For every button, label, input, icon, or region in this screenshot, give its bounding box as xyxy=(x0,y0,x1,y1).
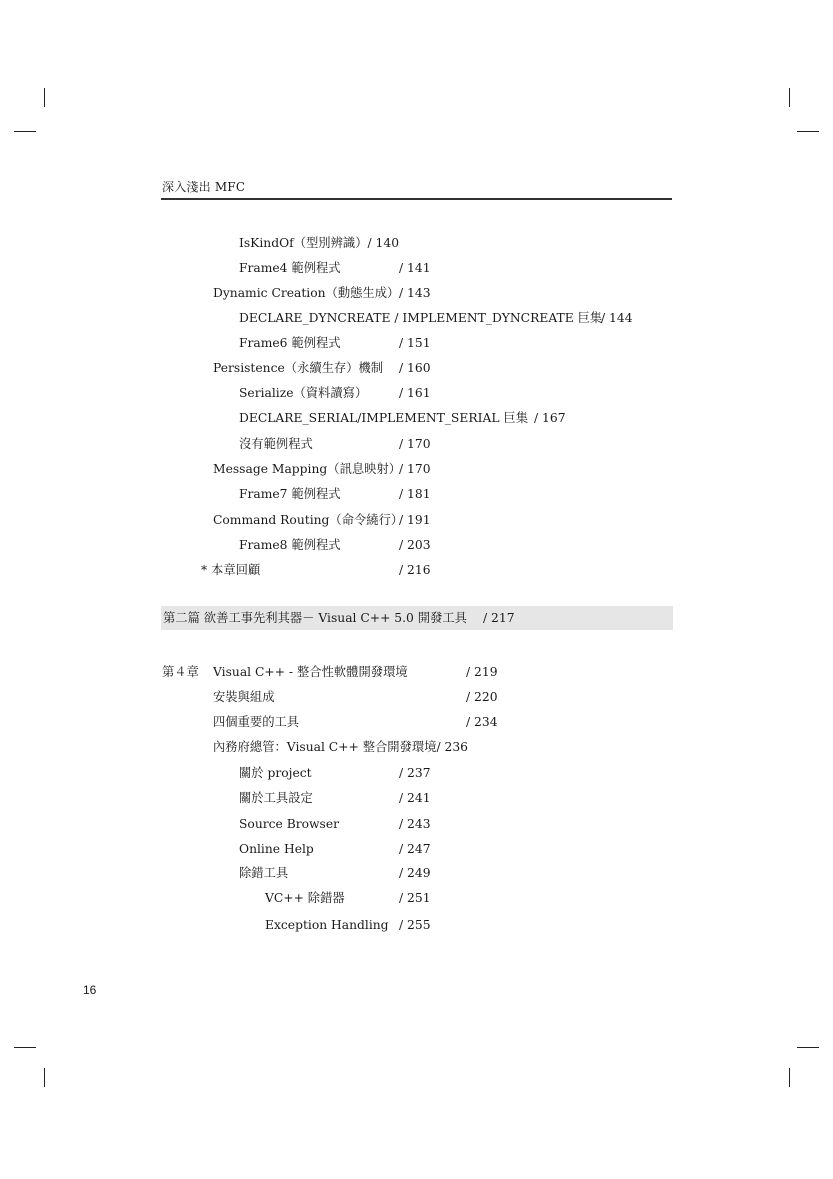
toc-entry-page: / 170 xyxy=(399,462,431,476)
toc-entry-text: Source Browser xyxy=(239,817,340,831)
toc-entry-page: / 161 xyxy=(399,386,431,400)
toc-entry-text: 關於 project xyxy=(239,766,312,780)
toc-entry-page: / 247 xyxy=(399,842,431,856)
toc-entry-text: Frame4 範例程式 xyxy=(239,261,341,275)
toc-entry-text: IsKindOf（型別辨識）/ 140 xyxy=(239,236,400,250)
toc-entry-page: / 160 xyxy=(399,361,431,375)
toc-entry-text: 沒有範例程式 xyxy=(239,437,313,451)
toc-entry-page: / 243 xyxy=(399,817,431,831)
crop-mark-bottom-left-h xyxy=(14,1047,36,1048)
chapter-number: 第４章 xyxy=(162,665,199,679)
toc-entry-text: Exception Handling xyxy=(265,918,389,932)
toc-entry-text: Command Routing（命令繞行） xyxy=(213,513,404,527)
toc-entry-page: / 241 xyxy=(399,791,431,805)
toc-entry-page: / 255 xyxy=(399,918,431,932)
toc-entry-page: / 181 xyxy=(399,487,431,501)
toc-entry-text: Frame7 範例程式 xyxy=(239,487,341,501)
toc-entry-text: 除錯工具 xyxy=(239,866,289,880)
toc-entry-text: Frame6 範例程式 xyxy=(239,336,341,350)
toc-entry-page: / 191 xyxy=(399,513,431,527)
toc-entry-page: / 170 xyxy=(399,437,431,451)
toc-entry-text: 內務府總管：Visual C++ 整合開發環境/ 236 xyxy=(213,740,469,754)
part-title: 第二篇 欲善工事先利其器－ Visual C++ 5.0 開發工具 xyxy=(163,611,467,625)
toc-entry-page: / 143 xyxy=(399,286,431,300)
toc-entry-page: / 234 xyxy=(466,715,498,729)
toc-entry-text: 安裝與組成 xyxy=(213,690,275,704)
crop-mark-bottom-right xyxy=(789,1068,790,1087)
toc-entry-page: / 203 xyxy=(399,538,431,552)
crop-mark-top-right xyxy=(789,88,790,107)
toc-entry-text: Frame8 範例程式 xyxy=(239,538,341,552)
crop-mark-top-left xyxy=(44,88,45,107)
crop-mark-bottom-right-h xyxy=(797,1047,819,1048)
toc-entry-page: / 141 xyxy=(399,261,431,275)
crop-mark-bottom-left xyxy=(44,1068,45,1087)
toc-entry-text: Message Mapping（訊息映射） xyxy=(213,462,402,476)
toc-entry-page: / 144 xyxy=(601,311,633,325)
toc-entry-page: / 249 xyxy=(399,866,431,880)
part-heading xyxy=(161,606,673,630)
toc-entry-text: Serialize（資料讀寫） xyxy=(239,386,368,400)
part-page: / 217 xyxy=(483,611,515,625)
toc-entry-text: * 本章回顧 xyxy=(201,563,261,577)
toc-entry-text: DECLARE_DYNCREATE / IMPLEMENT_DYNCREATE 巨集 xyxy=(239,311,603,325)
page-number: 16 xyxy=(83,983,97,997)
crop-mark-top-left-h xyxy=(14,131,36,132)
running-header: 深入淺出 MFC xyxy=(162,180,246,194)
crop-mark-top-right-h xyxy=(797,131,819,132)
toc-entry-page: / 219 xyxy=(466,665,498,679)
toc-entry-page: / 220 xyxy=(466,690,498,704)
toc-entry-page: / 237 xyxy=(399,766,431,780)
toc-entry-page: / 251 xyxy=(399,891,431,905)
toc-entry-page: / 151 xyxy=(399,336,431,350)
toc-entry-text: Persistence（永續生存）機制 xyxy=(213,361,384,375)
toc-entry-text: VC++ 除錯器 xyxy=(265,891,345,905)
toc-entry-page: / 167 xyxy=(534,411,566,425)
toc-entry-text: Visual C++ - 整合性軟體開發環境 xyxy=(213,665,408,679)
toc-entry-text: Online Help xyxy=(239,842,314,856)
toc-entry-text: 四個重要的工具 xyxy=(213,715,300,729)
toc-entry-text: 關於工具設定 xyxy=(239,791,313,805)
toc-entry-text: DECLARE_SERIAL/IMPLEMENT_SERIAL 巨集 xyxy=(239,411,528,425)
header-rule xyxy=(161,198,672,200)
toc-entry-page: / 216 xyxy=(399,563,431,577)
toc-entry-text: Dynamic Creation（動態生成） xyxy=(213,286,400,300)
